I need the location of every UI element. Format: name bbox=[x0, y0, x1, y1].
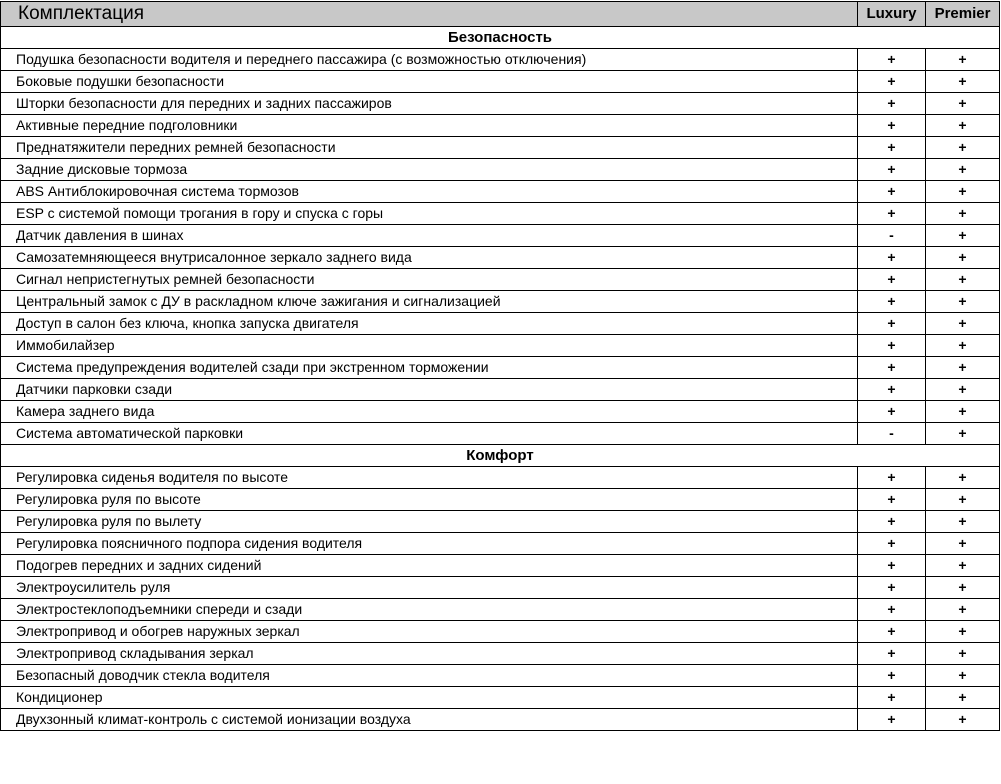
feature-label: ESP с системой помощи трогания в гору и спуска с горы bbox=[1, 203, 858, 225]
availability-premier: + bbox=[926, 577, 1000, 599]
availability-luxury: + bbox=[858, 379, 926, 401]
availability-premier: + bbox=[926, 709, 1000, 731]
availability-premier: + bbox=[926, 269, 1000, 291]
availability-luxury: + bbox=[858, 401, 926, 423]
availability-luxury: + bbox=[858, 533, 926, 555]
availability-luxury: + bbox=[858, 577, 926, 599]
feature-label: Регулировка поясничного подпора сидения водителя bbox=[1, 533, 858, 555]
availability-luxury: + bbox=[858, 599, 926, 621]
availability-premier: + bbox=[926, 533, 1000, 555]
feature-label: Датчики парковки сзади bbox=[1, 379, 858, 401]
availability-premier: + bbox=[926, 93, 1000, 115]
table-row bbox=[1, 335, 1000, 357]
availability-luxury: + bbox=[858, 137, 926, 159]
availability-luxury: + bbox=[858, 335, 926, 357]
availability-premier: + bbox=[926, 181, 1000, 203]
column-header-premier: Premier bbox=[926, 2, 1000, 27]
feature-label: Регулировка руля по высоте bbox=[1, 489, 858, 511]
table-row bbox=[1, 687, 1000, 709]
availability-luxury: + bbox=[858, 489, 926, 511]
table-title: Комплектация bbox=[1, 2, 858, 27]
availability-premier: + bbox=[926, 467, 1000, 489]
table-row bbox=[1, 247, 1000, 269]
feature-label: Электропривод и обогрев наружных зеркал bbox=[1, 621, 858, 643]
feature-label: Кондиционер bbox=[1, 687, 858, 709]
table-row bbox=[1, 49, 1000, 71]
availability-luxury: + bbox=[858, 511, 926, 533]
availability-luxury: + bbox=[858, 665, 926, 687]
availability-luxury: + bbox=[858, 621, 926, 643]
feature-label: Иммобилайзер bbox=[1, 335, 858, 357]
availability-premier: + bbox=[926, 555, 1000, 577]
table-row bbox=[1, 379, 1000, 401]
feature-label: Задние дисковые тормоза bbox=[1, 159, 858, 181]
availability-premier: + bbox=[926, 225, 1000, 247]
feature-label: Датчик давления в шинах bbox=[1, 225, 858, 247]
table-row bbox=[1, 159, 1000, 181]
availability-premier: + bbox=[926, 49, 1000, 71]
availability-luxury: + bbox=[858, 247, 926, 269]
availability-premier: + bbox=[926, 159, 1000, 181]
column-header-luxury: Luxury bbox=[858, 2, 926, 27]
feature-label: Безопасный доводчик стекла водителя bbox=[1, 665, 858, 687]
section-title: Комфорт bbox=[1, 445, 1000, 467]
table-row bbox=[1, 709, 1000, 731]
section-title: Безопасность bbox=[1, 27, 1000, 49]
equipment-table bbox=[0, 1, 1000, 739]
feature-label: Самозатемняющееся внутрисалонное зеркало заднего вида bbox=[1, 247, 858, 269]
availability-luxury: + bbox=[858, 313, 926, 335]
blank-cell bbox=[1, 731, 1000, 740]
table-row bbox=[1, 181, 1000, 203]
table-row bbox=[1, 555, 1000, 577]
table-row bbox=[1, 115, 1000, 137]
availability-premier: + bbox=[926, 313, 1000, 335]
feature-label: Боковые подушки безопасности bbox=[1, 71, 858, 93]
feature-label: Центральный замок с ДУ в раскладном ключе зажигания и сигнализацией bbox=[1, 291, 858, 313]
feature-label: Система предупреждения водителей сзади при экстренном торможении bbox=[1, 357, 858, 379]
availability-premier: + bbox=[926, 291, 1000, 313]
availability-luxury: + bbox=[858, 709, 926, 731]
table-row bbox=[1, 93, 1000, 115]
table-row bbox=[1, 577, 1000, 599]
table-row bbox=[1, 291, 1000, 313]
availability-luxury: + bbox=[858, 115, 926, 137]
availability-premier: + bbox=[926, 489, 1000, 511]
table-row bbox=[1, 225, 1000, 247]
table-row bbox=[1, 621, 1000, 643]
availability-premier: + bbox=[926, 357, 1000, 379]
feature-label: Электропривод складывания зеркал bbox=[1, 643, 858, 665]
availability-luxury: + bbox=[858, 71, 926, 93]
availability-luxury: + bbox=[858, 555, 926, 577]
availability-luxury: + bbox=[858, 159, 926, 181]
feature-label: Преднатяжители передних ремней безопасности bbox=[1, 137, 858, 159]
equipment-table-container bbox=[0, 1, 999, 739]
feature-label: Электроусилитель руля bbox=[1, 577, 858, 599]
availability-luxury: + bbox=[858, 203, 926, 225]
table-row bbox=[1, 511, 1000, 533]
feature-label: Камера заднего вида bbox=[1, 401, 858, 423]
table-row bbox=[1, 401, 1000, 423]
availability-premier: + bbox=[926, 115, 1000, 137]
blank-row bbox=[1, 731, 1000, 740]
availability-luxury: + bbox=[858, 181, 926, 203]
table-row bbox=[1, 313, 1000, 335]
availability-luxury: + bbox=[858, 357, 926, 379]
availability-premier: + bbox=[926, 621, 1000, 643]
table-row bbox=[1, 357, 1000, 379]
table-row bbox=[1, 203, 1000, 225]
availability-luxury: + bbox=[858, 687, 926, 709]
availability-luxury: + bbox=[858, 467, 926, 489]
table-row bbox=[1, 269, 1000, 291]
availability-luxury: + bbox=[858, 643, 926, 665]
section-header-row bbox=[1, 445, 1000, 467]
availability-premier: + bbox=[926, 203, 1000, 225]
section-header-row bbox=[1, 27, 1000, 49]
availability-premier: + bbox=[926, 665, 1000, 687]
availability-premier: + bbox=[926, 71, 1000, 93]
availability-luxury: + bbox=[858, 269, 926, 291]
feature-label: Шторки безопасности для передних и задних пассажиров bbox=[1, 93, 858, 115]
availability-premier: + bbox=[926, 335, 1000, 357]
availability-premier: + bbox=[926, 401, 1000, 423]
availability-premier: + bbox=[926, 511, 1000, 533]
availability-luxury: + bbox=[858, 291, 926, 313]
availability-premier: + bbox=[926, 643, 1000, 665]
availability-premier: + bbox=[926, 137, 1000, 159]
availability-premier: + bbox=[926, 379, 1000, 401]
feature-label: Сигнал непристегнутых ремней безопасности bbox=[1, 269, 858, 291]
feature-label: Двухзонный климат-контроль с системой ионизации воздуха bbox=[1, 709, 858, 731]
table-row bbox=[1, 71, 1000, 93]
feature-label: Активные передние подголовники bbox=[1, 115, 858, 137]
table-row bbox=[1, 489, 1000, 511]
feature-label: Электростеклоподъемники спереди и сзади bbox=[1, 599, 858, 621]
feature-label: Регулировка руля по вылету bbox=[1, 511, 858, 533]
availability-premier: + bbox=[926, 247, 1000, 269]
feature-label: ABS Антиблокировочная система тормозов bbox=[1, 181, 858, 203]
availability-luxury: + bbox=[858, 49, 926, 71]
availability-premier: + bbox=[926, 599, 1000, 621]
feature-label: Доступ в салон без ключа, кнопка запуска двигателя bbox=[1, 313, 858, 335]
table-body bbox=[1, 27, 1000, 740]
feature-label: Подушка безопасности водителя и переднего пассажира (с возможностью отключения) bbox=[1, 49, 858, 71]
availability-luxury: - bbox=[858, 423, 926, 445]
table-row bbox=[1, 533, 1000, 555]
table-row bbox=[1, 643, 1000, 665]
availability-luxury: + bbox=[858, 93, 926, 115]
feature-label: Регулировка сиденья водителя по высоте bbox=[1, 467, 858, 489]
table-row bbox=[1, 137, 1000, 159]
availability-premier: + bbox=[926, 423, 1000, 445]
feature-label: Система автоматической парковки bbox=[1, 423, 858, 445]
table-row bbox=[1, 599, 1000, 621]
availability-luxury: - bbox=[858, 225, 926, 247]
availability-premier: + bbox=[926, 687, 1000, 709]
table-header-row bbox=[1, 2, 1000, 27]
table-row bbox=[1, 423, 1000, 445]
table-row bbox=[1, 467, 1000, 489]
table-row bbox=[1, 665, 1000, 687]
feature-label: Подогрев передних и задних сидений bbox=[1, 555, 858, 577]
